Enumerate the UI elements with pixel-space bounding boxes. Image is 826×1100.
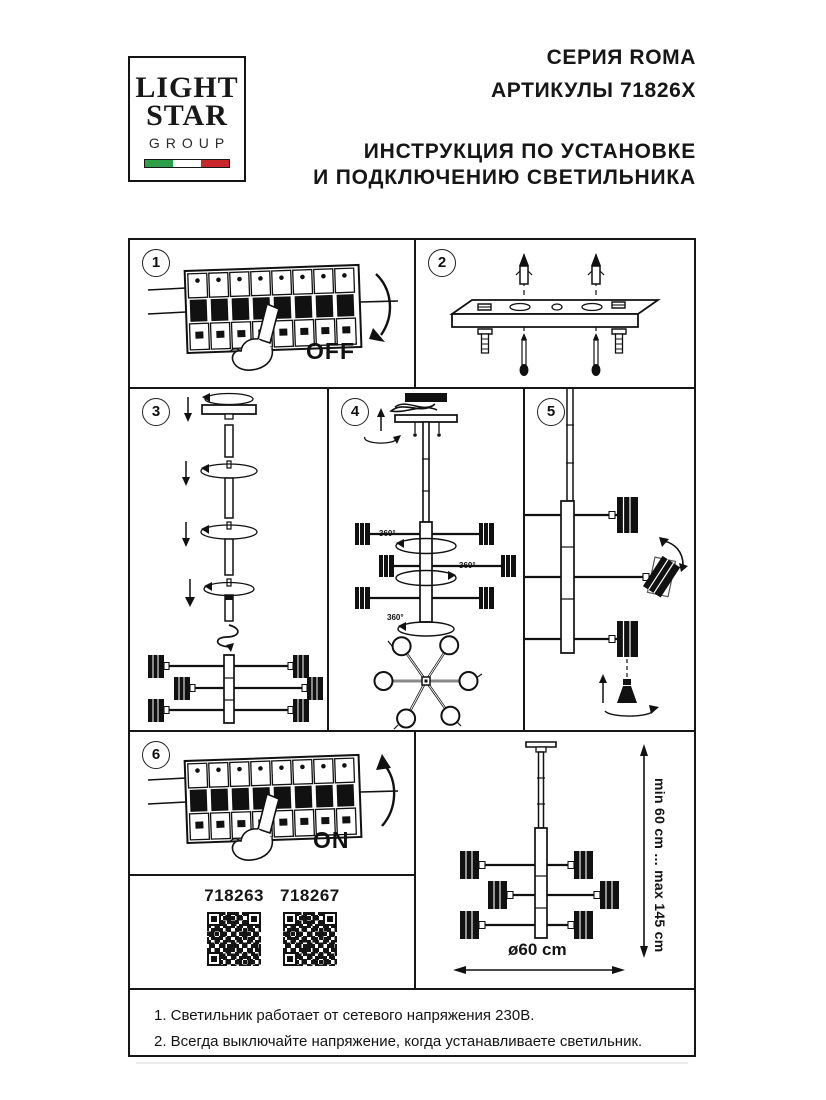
qr-code bbox=[207, 912, 261, 966]
step-1-number: 1 bbox=[151, 254, 161, 271]
notes-panel bbox=[128, 988, 696, 1057]
instruction-title-line2: И ПОДКЛЮЧЕНИЮ СВЕТИЛЬНИКА bbox=[313, 166, 696, 190]
qr-finder-icon bbox=[207, 912, 221, 926]
page-scan-shadow bbox=[136, 1062, 688, 1064]
articles-row bbox=[130, 876, 414, 966]
height-range-label: min 60 cm ... max 145 cm bbox=[652, 778, 668, 953]
document-title-block bbox=[276, 46, 696, 191]
step-4-number: 4 bbox=[350, 403, 360, 420]
rotation-360-label: 360° bbox=[387, 613, 404, 622]
note-line-2: 2. Всегда выключайте напряжение, когда устанавливаете светильник. bbox=[154, 1033, 643, 1050]
step-5-panel bbox=[523, 387, 696, 732]
step-3-panel bbox=[128, 387, 329, 732]
step-5-badge bbox=[537, 398, 565, 426]
qr-finder-icon bbox=[207, 952, 221, 966]
rotation-360-label: 360° bbox=[379, 529, 396, 538]
step-3-number: 3 bbox=[151, 403, 161, 420]
dimensions-panel bbox=[414, 730, 696, 990]
step-6-panel bbox=[128, 730, 416, 876]
qr-finder-icon bbox=[283, 912, 297, 926]
step-6-number: 6 bbox=[151, 746, 161, 763]
articles-title: АРТИКУЛЫ 71826X bbox=[491, 79, 696, 102]
logo-line-1: LIGHT bbox=[135, 71, 239, 104]
mounting-bracket-illustration bbox=[416, 240, 694, 387]
instruction-title-line1: ИНСТРУКЦИЯ ПО УСТАНОВКЕ bbox=[363, 140, 696, 163]
qr-finder-icon bbox=[323, 912, 337, 926]
logo-line-2: STAR bbox=[146, 98, 228, 132]
series-title: СЕРИЯ ROMA bbox=[546, 46, 696, 69]
article-code: 718267 bbox=[280, 886, 340, 905]
canopy-wiring-illustration bbox=[329, 389, 523, 730]
flag-green-stripe bbox=[145, 160, 173, 167]
notes-text bbox=[130, 990, 694, 1055]
step-4-panel bbox=[327, 387, 525, 732]
step-2-number: 2 bbox=[437, 254, 447, 271]
step-5-number: 5 bbox=[546, 403, 556, 420]
off-label: OFF bbox=[306, 338, 355, 364]
arrow-down-icon bbox=[369, 328, 385, 342]
step-6-badge bbox=[142, 741, 170, 769]
flag-white-stripe bbox=[173, 160, 201, 167]
shade-adjustment-illustration bbox=[525, 389, 694, 730]
breaker-on-illustration bbox=[130, 732, 414, 874]
articles-panel bbox=[128, 874, 416, 990]
flag-red-stripe bbox=[201, 160, 229, 167]
qr-code bbox=[283, 912, 337, 966]
rotation-360-label: 360° bbox=[459, 561, 476, 570]
lightstar-logo bbox=[128, 56, 246, 182]
diameter-label: ø60 cm bbox=[508, 940, 567, 959]
instruction-title bbox=[276, 139, 696, 191]
on-label: ON bbox=[313, 827, 350, 853]
note-line-1: 1. Светильник работает от сетевого напряжения 230В. bbox=[154, 1007, 535, 1024]
arrow-up-icon bbox=[376, 754, 391, 770]
article-code: 718263 bbox=[204, 886, 264, 905]
qr-finder-icon bbox=[283, 952, 297, 966]
qr-finder-icon bbox=[247, 912, 261, 926]
breaker-off-illustration bbox=[130, 240, 414, 387]
article-column bbox=[280, 886, 340, 966]
logo-line-3: GROUP bbox=[148, 135, 231, 152]
italian-flag-icon bbox=[144, 159, 230, 168]
step-2-panel bbox=[414, 238, 696, 389]
rod-assembly-illustration bbox=[130, 389, 327, 730]
step-2-badge bbox=[428, 249, 456, 277]
article-column bbox=[204, 886, 264, 966]
step-3-badge bbox=[142, 398, 170, 426]
step-1-panel bbox=[128, 238, 416, 389]
step-4-badge bbox=[341, 398, 369, 426]
step-1-badge bbox=[142, 249, 170, 277]
